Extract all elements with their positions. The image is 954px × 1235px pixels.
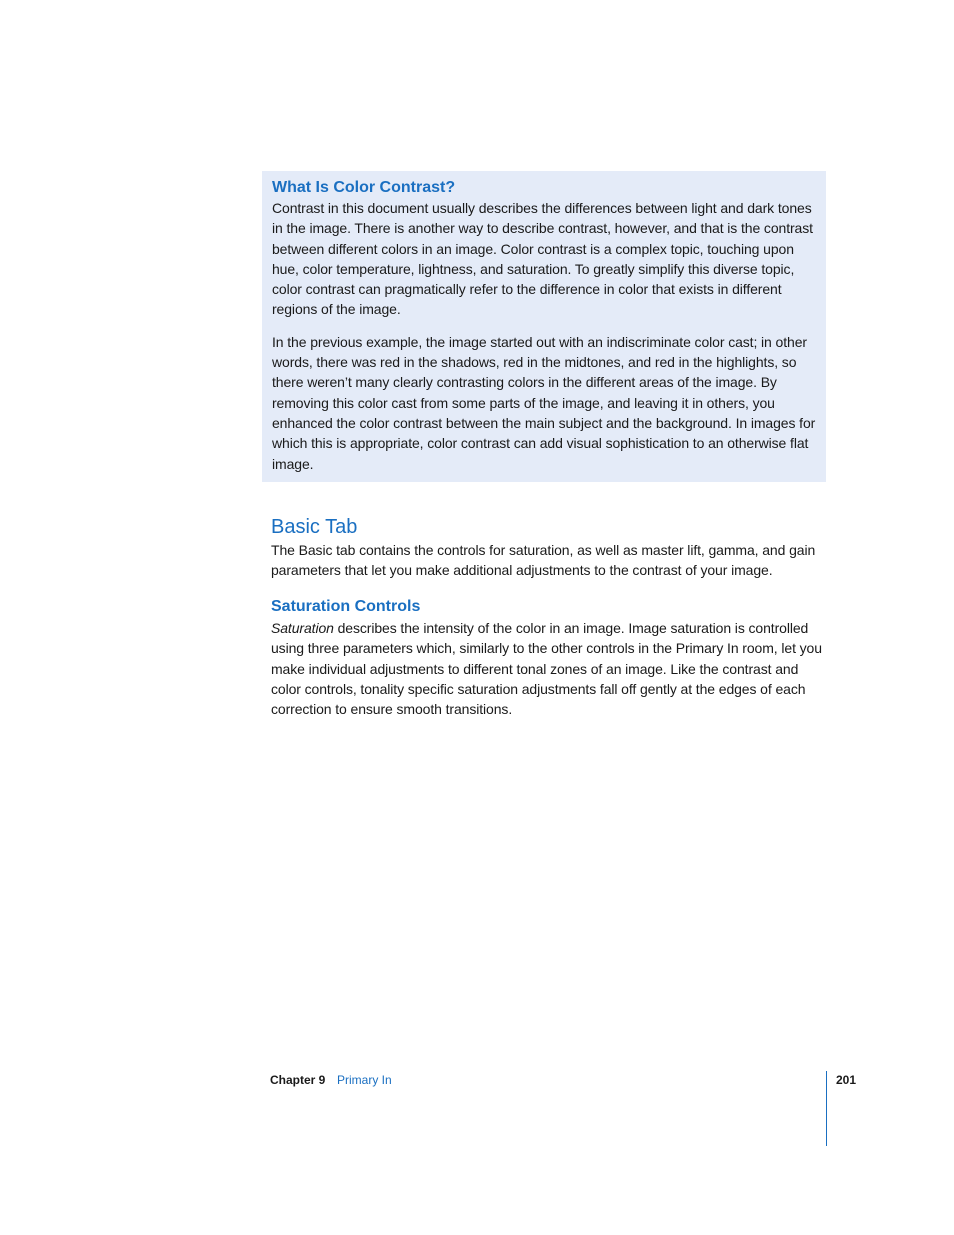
saturation-paragraph xyxy=(271,618,831,719)
footer-chapter-title: Primary In xyxy=(337,1073,392,1087)
basic-tab-paragraph: The Basic tab contains the controls for saturation, as well as master lift, gamma, and gain parameters that let you make additional adjustments to the contrast of your image. xyxy=(271,542,816,579)
sidebar-heading: What Is Color Contrast? xyxy=(272,179,456,196)
footer-chapter-label: Chapter 9 xyxy=(270,1073,326,1087)
sidebar-paragraph-1: Contrast in this document usually describes the differences between light and dark tones in the image. There is another way to describe contrast, however, and that is the contrast between different colors in an image. Color contrast is a complex topic, touching upon hue, color temperature, lightness, and saturation. To greatly simplify this diverse topic, color contrast can pragmatically refer to the difference in color that exists in different regions of the image. xyxy=(272,200,813,318)
footer-divider xyxy=(826,1071,827,1146)
subsection-title-saturation-controls: Saturation Controls xyxy=(271,598,421,615)
sidebar-paragraph-2: In the previous example, the image started out with an indiscriminate color cast; in other words, there was red in the shadows, red in the midtones, and red in the highlights, so there weren’t many clearly contrasting colors in the different areas of the image. By removing this color cast from some parts of the image, and leaving it in others, you enhanced the color contrast between the main subject and the background. In images for which this is appropriate, color contrast can add visual sophistication to an otherwise flat image. xyxy=(272,333,816,472)
section-title-basic-tab: Basic Tab xyxy=(271,516,358,538)
sidebar-box-color-contrast xyxy=(262,171,826,482)
saturation-paragraph-text: describes the intensity of the color in an image. Image saturation is controlled using three parameters which, similarly to the other controls in the Primary In room, let you make individual adjustments to different tonal zones of an image. Like the contrast and color controls, tonality specific saturation adjustments fall off gently at the edges of each correction to ensure smooth transitions. xyxy=(271,620,822,718)
saturation-term: Saturation xyxy=(271,620,334,636)
page-number: 201 xyxy=(836,1073,857,1087)
